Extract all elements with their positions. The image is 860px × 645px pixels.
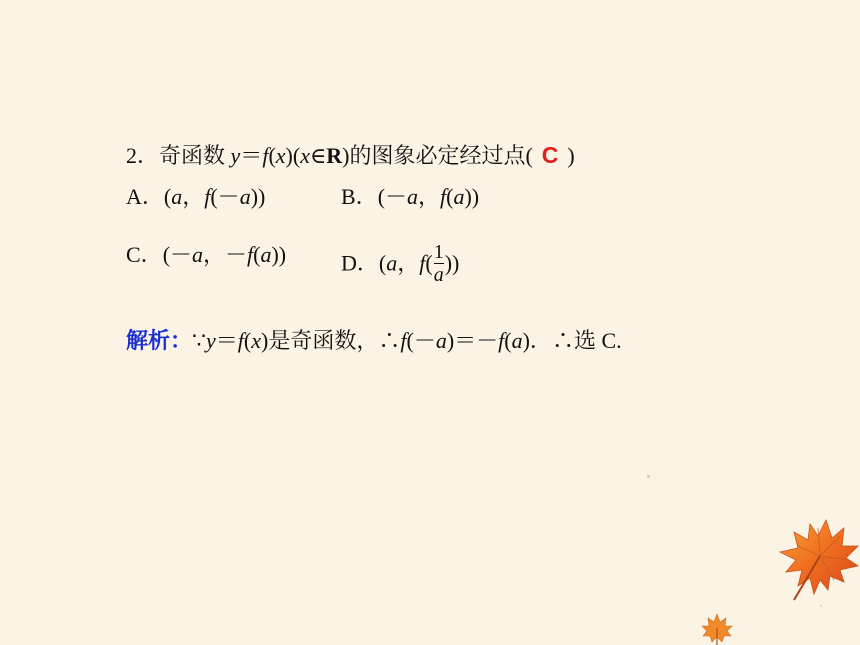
option-d-label: D． [341, 250, 379, 276]
option-a-v2: a [239, 184, 251, 209]
option-c-label: C． [126, 242, 163, 267]
maple-leaf-icon [700, 612, 734, 645]
option-d-close: )) [444, 250, 460, 276]
option-c-f: f [247, 242, 254, 267]
expr-R: R [326, 143, 343, 168]
sol-p1: ( [243, 328, 252, 353]
option-a-v1: a [171, 184, 183, 209]
option-a [126, 186, 265, 208]
option-a-p1: (－ [210, 184, 240, 209]
expr-close-open: )( [285, 143, 301, 168]
option-d [341, 241, 460, 287]
question-number: 2． [126, 143, 160, 168]
option-c-p1: ( [253, 242, 261, 267]
sol-p2: ) [261, 328, 269, 353]
sol-p4: )＝－ [446, 328, 499, 353]
option-d-v1: a [386, 250, 398, 276]
sol-a2: a [511, 328, 523, 353]
option-c [126, 244, 286, 266]
option-a-f: f [204, 184, 211, 209]
option-c-v1: a [192, 242, 204, 267]
sol-eq: ＝ [215, 328, 238, 353]
therefore-symbol-1: ∴ [378, 328, 401, 353]
option-a-comma: ， [182, 184, 205, 209]
solution-line [126, 330, 622, 352]
option-b-comma: ， [418, 184, 441, 209]
expr-open: ( [268, 143, 276, 168]
option-c-comma: ，－ [203, 242, 248, 267]
question-text-a: 奇函数 [159, 143, 231, 168]
option-a-label: A． [126, 184, 164, 209]
sol-p6: )． [522, 328, 552, 353]
option-b-close: )) [464, 184, 480, 209]
sol-f2: f [400, 328, 407, 353]
question-text-b: 的图象必定经过点( [349, 143, 533, 168]
maple-leaf-icon [774, 516, 860, 608]
sol-f3: f [498, 328, 505, 353]
expr-y: y [230, 143, 241, 168]
sol-f1: f [237, 328, 244, 353]
option-b [341, 186, 479, 208]
because-symbol: ∵ [192, 328, 207, 353]
option-a-close: )) [250, 184, 266, 209]
decor-dot [647, 475, 650, 478]
option-b-v1: a [407, 184, 419, 209]
sol-a1: a [435, 328, 447, 353]
expr-in: ∈ [309, 143, 327, 168]
option-b-p1: ( [446, 184, 454, 209]
expr-close: ) [342, 143, 350, 168]
option-b-label: B． [341, 184, 378, 209]
answer-mark: C [541, 142, 559, 168]
solution-label: 解析： [126, 328, 193, 353]
sol-x: x [251, 328, 262, 353]
sol-y: y [206, 328, 216, 353]
therefore-symbol-2: ∴ [551, 328, 574, 353]
option-c-close: )) [271, 242, 287, 267]
fraction-denominator: a [433, 264, 444, 286]
sol-text2: 选 C. [573, 328, 622, 353]
question-line [126, 144, 575, 167]
expr-f: f [262, 143, 269, 168]
fraction-numerator: 1 [433, 241, 444, 263]
expr-x: x [275, 143, 286, 168]
option-d-f: f [419, 250, 426, 276]
expr-eq: ＝ [240, 143, 263, 168]
option-d-comma: ， [397, 250, 420, 276]
sol-p5: ( [504, 328, 512, 353]
option-d-fraction [434, 242, 444, 285]
option-a-open: ( [163, 184, 172, 209]
expr-x2: x [300, 143, 310, 168]
sol-text1: 是奇函数， [268, 328, 379, 353]
option-c-v2: a [260, 242, 272, 267]
sol-p3: (－ [406, 328, 436, 353]
question-tail: ) [567, 143, 575, 168]
option-b-f: f [440, 184, 447, 209]
option-d-open: ( [378, 250, 387, 276]
option-c-open: (－ [162, 242, 193, 267]
option-d-p1: ( [425, 250, 433, 276]
option-b-v2: a [453, 184, 465, 209]
option-b-open: (－ [377, 184, 408, 209]
